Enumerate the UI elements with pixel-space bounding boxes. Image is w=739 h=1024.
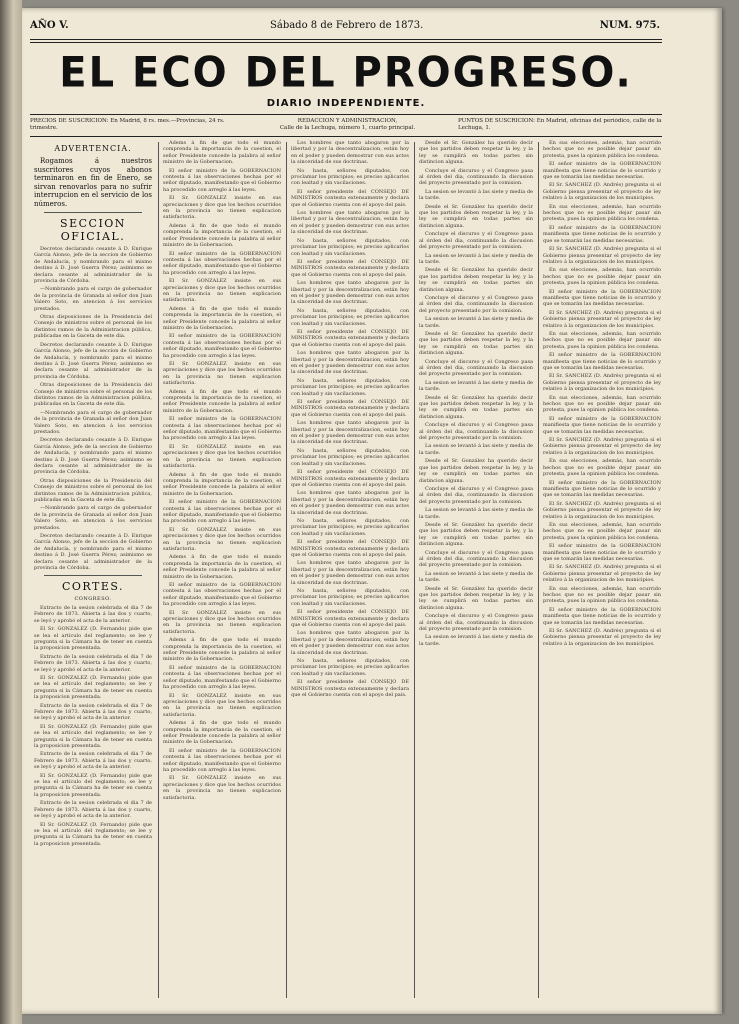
article-paragraph: La sesion se levantó á las siete y media de la tarde. (419, 188, 533, 202)
article-paragraph: El Sr. SANCHEZ (D. Andrés) pregunta si el Gobierno piensa presentar el proyecto de ley relativo á la organizacion de los municipios. (543, 182, 661, 202)
article-paragraph: No basta, señores diputados, con proclamar los principios; es preciso aplicarlos con lealtad y sin vacilaciones. (291, 307, 409, 327)
article-paragraph: La sesion se levantó á las siete y media de la tarde. (419, 316, 533, 329)
article-paragraph: No basta, señores diputados, con proclamar los principios; es preciso aplicarlos con lealtad y sin vacilaciones. (291, 588, 409, 607)
article-paragraph: —Nombrando para el cargo de gobernador de la provincia de Granada al señor don Juan Valero Soto, en atencion á los servicios prestados. (34, 286, 152, 312)
page-fold-shadow (0, 0, 22, 1024)
article-paragraph: La sesion se levantó á las siete y media de la tarde. (419, 252, 533, 265)
article-paragraph: No basta, señores diputados, con proclamar los principios; es preciso aplicarlos con lealtad y sin vacilaciones. (291, 517, 409, 537)
article-paragraph: El Sr. GONZALEZ insiste en sus apreciaciones y dice que los hechos ocurridos en la provincia no tienen explicacion satisfactoria. (163, 278, 281, 304)
article-paragraph: Desde el Sr. González ha querido decir que los partidos deben respetar la ley, y la ley se cumplirá en todas partes sin distincion alguna. (419, 521, 533, 548)
article-paragraph: En sus elecciones, además, han ocurrido hechos que no es posible dejar pasar sin protesta, pues la opinion pública los condena. (543, 203, 661, 223)
column-separator (158, 142, 159, 998)
divider (44, 212, 142, 213)
column-separator (286, 142, 287, 998)
article-paragraph: La sesion se levantó á las siete y media de la tarde. (419, 379, 533, 393)
article-paragraph: —Nombrando para el cargo de gobernador de la provincia de Granada al señor don Juan Valero Soto, en atencion á los servicios prestados. (34, 409, 152, 435)
article-paragraph: El Sr. SANCHEZ (D. Andrés) pregunta si el Gobierno piensa presentar el proyecto de ley relativo á la organizacion de los municipios. (543, 246, 661, 265)
article-paragraph: El Sr. GONZALEZ insiste en sus apreciaciones y dice que los hechos ocurridos en la provincia no tienen explicacion satisfactoria. (163, 443, 281, 470)
article-paragraph: Adems á fin de que todo el mundo comprenda la importancia de la cuestion, el señor Presidente concede la palabra al señor ministro de la Gobernacion. (163, 637, 281, 663)
article-paragraph: El Sr. GONZALEZ insiste en sus apreciaciones y dice que los hechos ocurridos en la provincia no tienen explicacion satisfactoria. (163, 526, 281, 552)
issue-label: AÑO V. (30, 20, 69, 31)
article-paragraph: El señor ministro de la GOBERNACION manifiesta que tiene noticias de lo ocurrido y que se tomarán las medidas necesarias. (543, 606, 661, 626)
article-paragraph: El señor ministro de la GOBERNACION contesta á las observaciones hechas por el señor diputado, manifestando que el Gobierno ha procedido con arreglo á las leyes. (163, 250, 281, 276)
article-paragraph: Concluye el discurso y el Congreso pasa al órden del dia, continuando la discusion del proyecto presentado por la comision. (419, 613, 533, 633)
article-paragraph: El señor presidente del CONSEJO DE MINISTROS contesta extensamente y declara que el Gobierno cuenta con el apoyo del país. (291, 469, 409, 488)
article-paragraph: No basta, señores diputados, con proclamar los principios; es preciso aplicarlos con lealtad y sin vacilaciones. (291, 237, 409, 257)
article-paragraph: Decretos declarando cesante á D. Enrique García Alonso, jefe de la seccion de Gobierno de Andalucía, y nombrando para el mismo destino á D. José Guerra Pérez; asimismo se declara cesante al administrador de la provincia de Córdoba. (34, 246, 152, 285)
article-paragraph: El Sr. SANCHEZ (D. Andrés) pregunta si el Gobierno piensa presentar el proyecto de ley relativo á la organizacion de los municipios. (543, 628, 661, 647)
article-paragraph: Desde el Sr. González ha querido decir que los partidos deben respetar la ley, y la ley se cumplirá en todas partes sin distincion alguna. (419, 394, 533, 420)
article-paragraph: Adems á fin de que todo el mundo comprenda la importancia de la cuestion, el señor Presidente concede la palabra al señor ministro de la Gobernacion. (163, 720, 281, 746)
article-paragraph: La sesion se levantó á las siete y media de la tarde. (419, 443, 533, 456)
top-rule-2 (30, 42, 662, 43)
article-paragraph: No basta, señores diputados, con proclamar los principios; es preciso aplicarlos con lealtad y sin vacilaciones. (291, 377, 409, 397)
article-paragraph: Los hombres que tanto abogaron por la libertad y por la descentralizacion, están hoy en el poder y pueden demostrar con sus actos la sinceridad de sus doctrinas. (291, 420, 409, 446)
issue-date: Sábado 8 de Febrero de 1873. (270, 20, 424, 31)
congreso-subheading: CONGRESO. (74, 595, 112, 602)
article-paragraph: El Sr. GONZALEZ insiste en sus apreciaciones y dice que los hechos ocurridos en la provincia no tienen explicacion satisfactoria. (163, 609, 281, 635)
article-paragraph: Concluye el discurso y el Congreso pasa al órden del dia, continuando la discusion del proyecto presentado por la comision. (419, 294, 533, 314)
article-paragraph: En sus elecciones, además, han ocurrido hechos que no es posible dejar pasar sin protesta, pues la opinion pública los condena. (543, 394, 661, 414)
column-1 (34, 140, 152, 1002)
column-4 (419, 140, 533, 1002)
article-paragraph: Extracto de la sesion celebrada el dia 7 de Febrero de 1873. Abierta á las dos y cuarto, se leyó y aprobó el acta de la anterior. (34, 604, 152, 624)
article-paragraph: Adems á fin de que todo el mundo comprenda la importancia de la cuestion, el señor Presidente concede la palabra al señor ministro de la Gobernacion. (163, 554, 281, 580)
article-paragraph: El señor presidente del CONSEJO DE MINISTROS contesta extensamente y declara que el Gobierno cuenta con el apoyo del país. (291, 399, 409, 418)
prices-info: PRECIOS DE SUSCRICION: En Madrid, 8 rs. mes.—Provincias, 24 rs. trimestre. (30, 118, 225, 131)
article-paragraph: El señor presidente del CONSEJO DE MINISTROS contesta extensamente y declara que el Gobierno cuenta con el apoyo del país. (291, 258, 409, 278)
article-paragraph: Desde el Sr. González ha querido decir que los partidos deben respetar la ley, y la ley se cumplirá en todas partes sin distincion alguna. (419, 458, 533, 484)
article-paragraph: En sus elecciones, además, han ocurrido hechos que no es posible dejar pasar sin protesta, pues la opinion pública los condena. (543, 330, 661, 350)
article-paragraph: El Sr. GONZALEZ (D. Fernando) pide que se lea el artículo del reglamento; se lee y pregunta si la Cámara ha de tener en cuenta la proposicion presentada. (34, 723, 152, 750)
article-paragraph: El Sr. GONZALEZ insiste en sus apreciaciones y dice que los hechos ocurridos en la provincia no tienen explicacion satisfactoria. (163, 775, 281, 801)
info-bar (30, 118, 662, 134)
article-paragraph: El señor ministro de la GOBERNACION manifiesta que tiene noticias de lo ocurrido y que se tomarán las medidas necesarias. (543, 543, 661, 562)
divider (44, 575, 142, 576)
article-paragraph: El Sr. GONZALEZ (D. Fernando) pide que se lea el artículo del reglamento; se lee y pregunta si la Cámara ha de tener en cuenta la proposicion presentada. (34, 626, 152, 652)
article-paragraph: El señor ministro de la GOBERNACION manifiesta que tiene noticias de lo ocurrido y que se tomarán las medidas necesarias. (543, 161, 661, 181)
official-section-heading: SECCION OFICIAL. (60, 217, 126, 243)
article-paragraph: Extracto de la sesion celebrada el dia 7 de Febrero de 1873. Abierta á las dos y cuarto, se leyó y aprobó el acta de la anterior. (34, 653, 152, 673)
article-paragraph: Adems á fin de que todo el mundo comprenda la importancia de la cuestion, el señor Presidente concede la palabra al señor ministro de la Gobernacion. (163, 305, 281, 331)
article-paragraph: El señor ministro de la GOBERNACION manifiesta que tiene noticias de lo ocurrido y que se tomarán las medidas necesarias. (543, 288, 661, 308)
article-paragraph: El señor ministro de la GOBERNACION contesta á las observaciones hechas por el señor diputado, manifestando que el Gobierno ha procedido con arreglo á las leyes. (163, 747, 281, 773)
article-paragraph: En sus elecciones, además, han ocurrido hechos que no es posible dejar pasar sin protesta, pues la opinion pública los condena. (543, 267, 661, 287)
article-paragraph: Decretos declarando cesante á D. Enrique García Alonso, jefe de la seccion de Gobierno de Andalucía, y nombrando para el mismo destino á D. José Guerra Pérez; asimismo se declara cesante al administrador de la provincia de Córdoba. (34, 437, 152, 476)
article-paragraph: El señor ministro de la GOBERNACION contesta á las observaciones hechas por el señor diputado, manifestando que el Gobierno ha procedido con arreglo á las leyes. (163, 167, 281, 193)
article-paragraph: Concluye el discurso y el Congreso pasa al órden del dia, continuando la discusion del proyecto presentado por la comision. (419, 422, 533, 442)
issue-number: NUM. 975. (599, 20, 660, 31)
article-paragraph: Los hombres que tanto abogaron por la libertad y por la descentralizacion, están hoy en el poder y pueden demostrar con sus actos la sinceridad de sus doctrinas. (291, 630, 409, 656)
article-paragraph: Los hombres que tanto abogaron por la libertad y por la descentralizacion, están hoy en el poder y pueden demostrar con sus actos la sinceridad de sus doctrinas. (291, 140, 409, 166)
column-2 (163, 140, 281, 1002)
article-paragraph: Los hombres que tanto abogaron por la libertad y por la descentralizacion, están hoy en el poder y pueden demostrar con sus actos la sinceridad de sus doctrinas. (291, 210, 409, 236)
article-paragraph: Concluye el discurso y el Congreso pasa al órden del dia, continuando la discusion del proyecto presentado por la comision. (419, 167, 533, 187)
article-paragraph: Adems á fin de que todo el mundo comprenda la importancia de la cuestion, el señor Presidente concede la palabra al señor ministro de la Gobernacion. (163, 388, 281, 414)
article-paragraph: Extracto de la sesion celebrada el dia 7 de Febrero de 1873. Abierta á las dos y cuarto, se leyó y aprobó el acta de la anterior. (34, 702, 152, 722)
article-paragraph: No basta, señores diputados, con proclamar los principios; es preciso aplicarlos con lealtad y sin vacilaciones. (291, 167, 409, 187)
article-paragraph: El señor ministro de la GOBERNACION contesta á las observaciones hechas por el señor diputado, manifestando que el Gobierno ha procedido con arreglo á las leyes. (163, 416, 281, 442)
article-paragraph: Desde el Sr. González ha querido decir que los partidos deben respetar la ley, y la ley se cumplirá en todas partes sin distincion alguna. (419, 267, 533, 293)
column-separator (414, 142, 415, 998)
article-paragraph: El Sr. GONZALEZ (D. Fernando) pide que se lea el artículo del reglamento; se lee y pregunta si la Cámara ha de tener en cuenta la proposicion presentada. (34, 674, 152, 701)
article-paragraph: Otras disposiciones de la Presidencia del Consejo de ministros sobre el personal de los distintos ramos de la Administracion pública, publicadas en la Gaceta de este dia. (34, 314, 152, 340)
article-paragraph: El señor presidente del CONSEJO DE MINISTROS contesta extensamente y declara que el Gobierno cuenta con el apoyo del país. (291, 679, 409, 699)
article-paragraph: El señor ministro de la GOBERNACION manifiesta que tiene noticias de lo ocurrido y que se tomarán las medidas necesarias. (543, 415, 661, 435)
notice-text: Rogamos á nuestros suscritores cuyos abonos terminaron en fin de Enero, se sirvan renovarlos para no sufrir interrupcion en el servicio de los números. (34, 157, 152, 208)
article-paragraph: Los hombres que tanto abogaron por la libertad y por la descentralizacion, están hoy en el poder y pueden demostrar con sus actos la sinceridad de sus doctrinas. (291, 280, 409, 306)
redaccion-info (245, 118, 450, 132)
article-paragraph: El Sr. GONZALEZ insiste en sus apreciaciones y dice que los hechos ocurridos en la provincia no tienen explicacion satisfactoria. (163, 361, 281, 387)
puntos-info: PUNTOS DE SUSCRICION: En Madrid, oficinas del periódico, calle de la Lechuga, 1. (458, 118, 662, 131)
article-paragraph: Decretos declarando cesante á D. Enrique García Alonso, jefe de la seccion de Gobierno de Andalucía, y nombrando para el mismo destino á D. José Guerra Pérez; asimismo se declara cesante al administrador de la provincia de Córdoba. (34, 533, 152, 572)
article-paragraph: Decretos declarando cesante á D. Enrique García Alonso, jefe de la seccion de Gobierno de Andalucía, y nombrando para el mismo destino á D. José Guerra Pérez; asimismo se declara cesante al administrador de la provincia de Córdoba. (34, 341, 152, 380)
info-rule-top (30, 114, 662, 115)
article-paragraph: No basta, señores diputados, con proclamar los principios; es preciso aplicarlos con lealtad y sin vacilaciones. (291, 447, 409, 467)
article-paragraph: No basta, señores diputados, con proclamar los principios; es preciso aplicarlos con lealtad y sin vacilaciones. (291, 658, 409, 677)
article-paragraph: La sesion se levantó á las siete y media de la tarde. (419, 570, 533, 584)
article-paragraph: Concluye el discurso y el Congreso pasa al órden del dia, continuando la discusion del proyecto presentado por la comision. (419, 549, 533, 569)
redaccion-title: REDACCION Y ADMINISTRACION, (297, 118, 398, 124)
article-paragraph: Adems á fin de que todo el mundo comprenda la importancia de la cuestion, el señor Presidente concede la palabra al señor ministro de la Gobernacion. (163, 471, 281, 497)
article-paragraph: El Sr. SANCHEZ (D. Andrés) pregunta si el Gobierno piensa presentar el proyecto de ley relativo á la organizacion de los municipios. (543, 564, 661, 584)
article-paragraph: Concluye el discurso y el Congreso pasa al órden del dia, continuando la discusion del proyecto presentado por la comision. (419, 358, 533, 378)
article-paragraph: Adems á fin de que todo el mundo comprenda la importancia de la cuestion, el señor Presidente concede la palabra al señor ministro de la Gobernacion. (163, 222, 281, 249)
article-paragraph: Desde el Sr. González ha querido decir que los partidos deben respetar la ley, y la ley se cumplirá en todas partes sin distincion alguna. (419, 585, 533, 611)
column-3 (291, 140, 409, 1002)
article-paragraph: En sus elecciones, además, han ocurrido hechos que no es posible dejar pasar sin protesta, pues la opinion pública los condena. (543, 140, 661, 159)
article-paragraph: El señor presidente del CONSEJO DE MINISTROS contesta extensamente y declara que el Gobierno cuenta con el apoyo del país. (291, 188, 409, 208)
notice-heading: ADVERTENCIA. (54, 144, 132, 153)
article-paragraph: El señor ministro de la GOBERNACION manifiesta que tiene noticias de lo ocurrido y que se tomarán las medidas necesarias. (543, 224, 661, 244)
article-paragraph: En sus elecciones, además, han ocurrido hechos que no es posible dejar pasar sin protesta, pues la opinion pública los condena. (543, 585, 661, 605)
article-paragraph: El señor ministro de la GOBERNACION contesta á las observaciones hechas por el señor diputado, manifestando que el Gobierno ha procedido con arreglo á las leyes. (163, 499, 281, 525)
article-paragraph: El señor ministro de la GOBERNACION contesta á las observaciones hechas por el señor diputado, manifestando que el Gobierno ha procedido con arreglo á las leyes. (163, 582, 281, 608)
article-paragraph: Extracto de la sesion celebrada el dia 7 de Febrero de 1873. Abierta á las dos y cuarto, se leyó y aprobó el acta de la anterior. (34, 751, 152, 771)
column-separator (538, 142, 539, 998)
article-paragraph: Extracto de la sesion celebrada el dia 7 de Febrero de 1873. Abierta á las dos y cuarto, se leyó y aprobó el acta de la anterior. (34, 800, 152, 820)
article-paragraph: Los hombres que tanto abogaron por la libertad y por la descentralizacion, están hoy en el poder y pueden demostrar con sus actos la sinceridad de sus doctrinas. (291, 350, 409, 376)
article-paragraph: En sus elecciones, además, han ocurrido hechos que no es posible dejar pasar sin protesta, pues la opinion pública los condena. (543, 521, 661, 541)
article-paragraph: El Sr. SANCHEZ (D. Andrés) pregunta si el Gobierno piensa presentar el proyecto de ley relativo á la organizacion de los municipios. (543, 373, 661, 393)
article-paragraph: Otras disposiciones de la Presidencia del Consejo de ministros sobre el personal de los distintos ramos de la Administracion pública, publicadas en la Gaceta de este dia. (34, 382, 152, 408)
article-paragraph: El Sr. SANCHEZ (D. Andrés) pregunta si el Gobierno piensa presentar el proyecto de ley relativo á la organizacion de los municipios. (543, 309, 661, 329)
article-paragraph: El Sr. GONZALEZ insiste en sus apreciaciones y dice que los hechos ocurridos en la provincia no tienen explicacion satisfactoria. (163, 195, 281, 221)
article-paragraph: Concluye el discurso y el Congreso pasa al órden del dia, continuando la discusion del proyecto presentado por la comision. (419, 231, 533, 251)
article-paragraph: Los hombres que tanto abogaron por la libertad y por la descentralizacion, están hoy en el poder y pueden demostrar con sus actos la sinceridad de sus doctrinas. (291, 560, 409, 586)
article-paragraph: Adems á fin de que todo el mundo comprenda la importancia de la cuestion, el señor Presidente concede la palabra al señor ministro de la Gobernacion. (163, 140, 281, 166)
article-paragraph: La sesion se levantó á las siete y media de la tarde. (419, 507, 533, 520)
article-paragraph: Otras disposiciones de la Presidencia del Consejo de ministros sobre el personal de los distintos ramos de la Administracion pública, publicadas en la Gaceta de este dia. (34, 477, 152, 504)
article-paragraph: El Sr. GONZALEZ (D. Fernando) pide que se lea el artículo del reglamento; se lee y pregunta si la Cámara ha de tener en cuenta la proposicion presentada. (34, 821, 152, 847)
article-paragraph: —Nombrando para el cargo de gobernador de la provincia de Granada al señor don Juan Valero Soto, en atencion á los servicios prestados. (34, 505, 152, 531)
article-paragraph: El señor presidente del CONSEJO DE MINISTROS contesta extensamente y declara que el Gobierno cuenta con el apoyo del país. (291, 539, 409, 558)
article-paragraph: Desde el Sr. González ha querido decir que los partidos deben respetar la ley, y la ley se cumplirá en todas partes sin distincion alguna. (419, 330, 533, 357)
masthead-tagline: DIARIO INDEPENDIENTE. (266, 98, 426, 109)
info-rule-bottom (30, 136, 662, 137)
article-paragraph: El Sr. SANCHEZ (D. Andrés) pregunta si el Gobierno piensa presentar el proyecto de ley relativo á la organizacion de los municipios. (543, 500, 661, 520)
article-paragraph: El Sr. GONZALEZ insiste en sus apreciaciones y dice que los hechos ocurridos en la provincia no tienen explicacion satisfactoria. (163, 692, 281, 718)
article-paragraph: La sesion se levantó á las siete y media de la tarde. (419, 634, 533, 647)
article-paragraph: El Sr. GONZALEZ (D. Fernando) pide que se lea el artículo del reglamento; se lee y pregunta si la Cámara ha de tener en cuenta la proposicion presentada. (34, 772, 152, 798)
article-paragraph: El Sr. SANCHEZ (D. Andrés) pregunta si el Gobierno piensa presentar el proyecto de ley relativo á la organizacion de los municipios. (543, 437, 661, 456)
article-paragraph: El señor ministro de la GOBERNACION manifiesta que tiene noticias de lo ocurrido y que se tomarán las medidas necesarias. (543, 479, 661, 499)
article-paragraph: El señor ministro de la GOBERNACION contesta á las observaciones hechas por el señor diputado, manifestando que el Gobierno ha procedido con arreglo á las leyes. (163, 664, 281, 691)
redaccion-address: Calle de la Lechuga, número 1, cuarto principal. (279, 125, 416, 131)
masthead-top-line (30, 20, 660, 38)
article-paragraph: En sus elecciones, además, han ocurrido hechos que no es posible dejar pasar sin protesta, pues la opinion pública los condena. (543, 458, 661, 478)
article-paragraph: El señor ministro de la GOBERNACION manifiesta que tiene noticias de lo ocurrido y que se tomarán las medidas necesarias. (543, 352, 661, 371)
article-paragraph: El señor presidente del CONSEJO DE MINISTROS contesta extensamente y declara que el Gobierno cuenta con el apoyo del país. (291, 609, 409, 629)
article-paragraph: El señor presidente del CONSEJO DE MINISTROS contesta extensamente y declara que el Gobierno cuenta con el apoyo del país. (291, 328, 409, 348)
column-5 (543, 140, 661, 1002)
article-paragraph: Concluye el discurso y el Congreso pasa al órden del dia, continuando la discusion del proyecto presentado por la comision. (419, 485, 533, 505)
masthead-title: EL ECO DEL PROGRESO. (59, 48, 633, 98)
article-paragraph: Los hombres que tanto abogaron por la libertad y por la descentralizacion, están hoy en el poder y pueden demostrar con sus actos la sinceridad de sus doctrinas. (291, 490, 409, 516)
article-paragraph: El señor ministro de la GOBERNACION contesta á las observaciones hechas por el señor diputado, manifestando que el Gobierno ha procedido con arreglo á las leyes. (163, 333, 281, 359)
article-paragraph: Desde el Sr. González ha querido decir que los partidos deben respetar la ley, y la ley se cumplirá en todas partes sin distincion alguna. (419, 140, 533, 166)
top-rule (30, 39, 662, 40)
cortes-heading: CORTES. (61, 579, 125, 593)
article-paragraph: Desde el Sr. González ha querido decir que los partidos deben respetar la ley, y la ley se cumplirá en todas partes sin distincion alguna. (419, 203, 533, 229)
